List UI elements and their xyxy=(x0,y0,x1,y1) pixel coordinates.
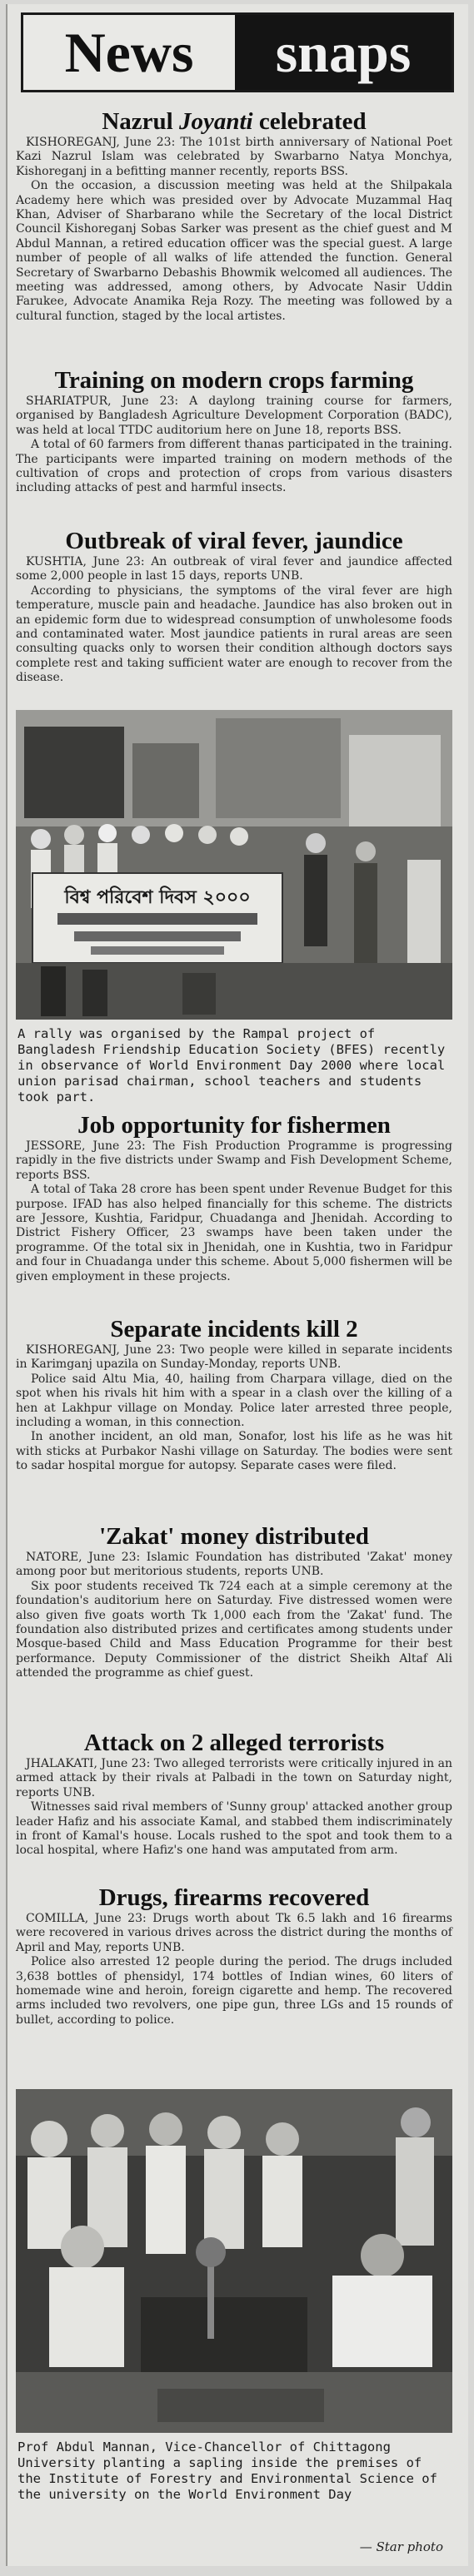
headline: Drugs, firearms recovered xyxy=(98,1884,370,1911)
article-paragraph: KISHOREGANJ, June 23: Two people were killed in separate incidents in Karimganj upazila on Sunday-Monday, reports UNB. xyxy=(16,1343,452,1372)
masthead-news: News xyxy=(64,20,194,84)
photo-credit: — Star photo xyxy=(359,2539,443,2554)
banner-text: বিশ্ব পরিবেশ দিবস ২০০০ xyxy=(64,887,251,908)
article-paragraph: SHARIATPUR, June 23: A daylong training course for farmers, organised by Bangladesh Agriculture Development Corporation (BADC), was held at local TTDC auditorium here on June 18, reports BSS. xyxy=(16,395,452,437)
news-page xyxy=(6,4,468,2566)
article-paragraph: Police also arrested 12 people during the period. The drugs included 3,638 bottles of phensidyl, 174 bottles of Indian wines, 60 liters of homemade wine and heroin, foreign cigarette and hemp. The recovered arms included two revolvers, one pipe gun, three LGs and 15 rounds of bullet, according to police. xyxy=(16,1955,452,2027)
article-zakat-money xyxy=(16,1522,452,1681)
article-paragraph: COMILLA, June 23: Drugs worth about Tk 6.5 lakh and 16 firearms were recovered in various drives across the district during the months of April and May, reports UNB. xyxy=(16,1912,452,1954)
masthead xyxy=(21,12,454,92)
sapling-photo-image xyxy=(16,2089,452,2433)
article-paragraph: A total of Taka 28 crore has been spent under Revenue Budget for this purpose. IFAD has also helped financially for this scheme. The districts are Jessore, Kushtia, Faridpur, Chuadanga and Jhenidah. According to District Fishery Officer, 23 swamps have been taken under the programme. Of the total six in Jhenidah, one in Kushtia, two in Faridpur and four in Chuadanga under this scheme. About 5,000 fishermen will be given employment in these projects. xyxy=(16,1183,452,1283)
rally-photo-image xyxy=(16,710,452,1020)
article-viral-fever xyxy=(16,527,452,686)
article-crops-training xyxy=(16,366,452,496)
headline-part: celebrated xyxy=(252,108,367,135)
headline xyxy=(16,107,452,136)
headline-italic-part: Joyanti xyxy=(178,108,253,135)
headline: Attack on 2 alleged terrorists xyxy=(83,1730,385,1756)
article-terrorist-attack xyxy=(16,1729,452,1859)
headline: Training on modern crops farming xyxy=(54,367,414,394)
article-paragraph: KUSHTIA, June 23: An outbreak of viral fever and jaundice affected some 2,000 people in last 15 days, reports UNB. xyxy=(16,555,452,583)
article-paragraph: A total of 60 farmers from different thanas participated in the training. The participants were imparted training on modern methods of the cultivation of crops and protection of crops from various disasters including attacks of pest and harmful insects. xyxy=(16,438,452,495)
headline: Outbreak of viral fever, jaundice xyxy=(65,528,403,554)
headline: Separate incidents kill 2 xyxy=(110,1316,358,1343)
article-paragraph: Police said Altu Mia, 40, hailing from Charpara village, died on the spot when his rivals hit him with a spear in a clash over the killing of a hen at Lakhpur village on Monday. Police later arrested three people, including a woman, in this connection. xyxy=(16,1372,452,1430)
headline-part: Nazrul xyxy=(102,108,179,135)
article-drugs-firearms xyxy=(16,1884,452,2028)
sapling-photo xyxy=(16,2089,452,2433)
article-nazrul-joyanti xyxy=(16,107,452,324)
article-paragraph: Witnesses said rival members of 'Sunny group' attacked another group leader Hafiz and his associate Kamal, and stabbed them indiscriminately in front of Kamal's house. Locals rushed to the spot and took them to a local hospital, where Hafiz's one hand was amputated from arm. xyxy=(16,1800,452,1858)
article-paragraph: Six poor students received Tk 724 each at a simple ceremony at the foundation's auditorium here on Saturday. Five distressed women were also given five goats worth Tk 1,000 each from the 'Zakat' fund. The foundation also distributed prizes and certificates among students under Mosque-based Child and Mass Education Programme for their best performance. Deputy Commissioner of the district Sheikh Altaf Ali attended the programme as chief guest. xyxy=(16,1579,452,1680)
article-paragraph: In another incident, an old man, Sonafor, lost his life as he was hit with sticks at Purbakor Nashi village on Saturday. The bodies were sent to sadar hospital morgue for autopsy. Separate cases were filed. xyxy=(16,1430,452,1473)
masthead-snaps: snaps xyxy=(235,15,452,90)
article-paragraph: KISHOREGANJ, June 23: The 101st birth anniversary of National Poet Kazi Nazrul Islam was celebrated by Swarbarno Natya Monchya, Kishoreganj in a befitting manner recently, reports BSS. xyxy=(16,136,452,178)
rally-photo-caption: A rally was organised by the Rampal project of Bangladesh Friendship Education Society (BFES) recently in observance of World Environment Day 2000 where local union parisad chairman, school teachers and students took part. xyxy=(17,1026,446,1104)
article-paragraph: JHALAKATI, June 23: Two alleged terrorists were critically injured in an armed attack by their rivals at Palbadi in the town on Saturday night, reports UNB. xyxy=(16,1757,452,1799)
headline: 'Zakat' money distributed xyxy=(99,1523,369,1550)
article-paragraph: JESSORE, June 23: The Fish Production Programme is progressing rapidly in the five districts under Swamp and Fish Development Scheme, reports BSS. xyxy=(16,1139,452,1182)
article-paragraph: On the occasion, a discussion meeting was held at the Shilpakala Academy here which was presided over by Advocate Muzammal Haq Khan, Adviser of Sharbarano while the Secretary of the local District Council Kishoreganj Sobas Sarker was present as the chief guest and M Abdul Mannan, a retired education officer was the special guest. A large number of people of all walks of life attended the function. General Secretary of Swarbarno Debashis Bhowmik welcomed all audiences. The meeting was addressed, among others, by Advocate Nasir Uddin Farukee, Advocate Anamika Reja Rozy. The meeting was followed by a cultural function, staged by the local artistes. xyxy=(16,179,452,323)
rally-photo xyxy=(16,710,452,1020)
article-paragraph: NATORE, June 23: Islamic Foundation has distributed 'Zakat' money among poor but meritorious students, reports UNB. xyxy=(16,1551,452,1579)
article-fishermen-jobs xyxy=(16,1111,452,1284)
sapling-photo-caption: Prof Abdul Mannan, Vice-Chancellor of Chittagong University planting a sapling inside the premises of the Institute of Forestry and Environmental Science of the university on the World Environment Day xyxy=(17,2440,437,2502)
headline: Job opportunity for fishermen xyxy=(77,1112,391,1139)
article-separate-incidents xyxy=(16,1315,452,1474)
article-paragraph: According to physicians, the symptoms of the viral fever are high temperature, muscle pain and headache. Jaundice has also broken out in an epidemic form due to widespread consumption of unwholesome foods and contaminated water. Most jaundice patients in rural areas are seen consulting quacks only to worsen their condition although doctors says complete rest and taking sufficient water are enough to recover from the disease. xyxy=(16,583,452,685)
